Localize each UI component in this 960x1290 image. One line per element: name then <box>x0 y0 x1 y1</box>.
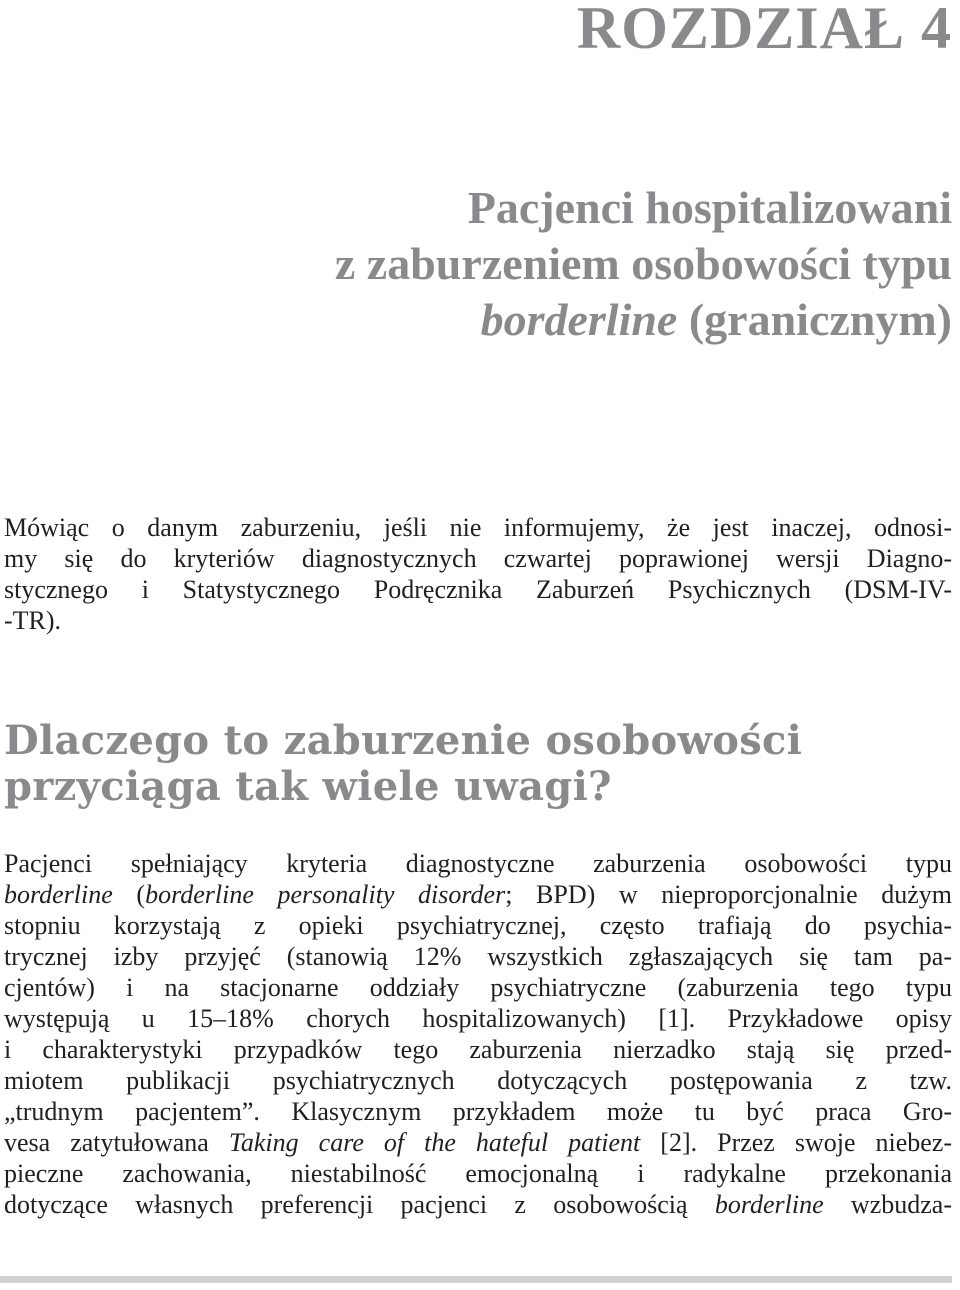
paragraph-line: i charakterystyki przypadków tego zaburzenia nierzadko stają się przed- <box>4 1035 952 1064</box>
italic-term: borderline <box>714 1190 824 1219</box>
paragraph-text: vesa zatytułowana <box>4 1128 229 1157</box>
paragraph-line <box>4 879 952 910</box>
paragraph-line <box>4 1127 952 1158</box>
paragraph-text: ; BPD) w nieproporcjonalnie dużym <box>505 880 952 909</box>
italic-term: borderline <box>4 880 113 909</box>
paragraph-line: miotem publikacji psychiatrycznych dotyczących postępowania z tzw. <box>4 1066 952 1095</box>
chapter-title-line-1: Pacjenci hospitalizowani <box>467 182 952 233</box>
intro-line: Mówiąc o danym zaburzeniu, jeśli nie informujemy, że jest inaczej, odnosi- <box>4 513 952 542</box>
section-heading-line-2: przyciąga tak wiele uwagi? <box>4 763 612 810</box>
italic-title: Taking care of the hateful patient <box>228 1128 641 1157</box>
paragraph-line: stopniu korzystają z opieki psychiatrycznej, często trafiają do psychia- <box>4 911 952 940</box>
intro-line: my się do kryteriów diagnostycznych czwartej poprawionej wersji Diagno- <box>4 544 952 573</box>
footer-rule <box>0 1276 952 1283</box>
intro-line: stycznego i Statystycznego Podręcznika Zaburzeń Psychicznych (DSM-IV- <box>4 575 952 604</box>
italic-term: borderline personality disorder <box>145 880 506 909</box>
intro-paragraph <box>4 512 952 636</box>
paragraph-text: dotyczące własnych preferencji pacjenci z osobowością <box>4 1190 715 1219</box>
paragraph-line: pieczne zachowania, niestabilność emocjonalną i radykalne przekonania <box>4 1159 952 1188</box>
paragraph-text: ( <box>112 880 146 909</box>
intro-line: -TR). <box>4 606 62 635</box>
chapter-number: ROZDZIAŁ 4 <box>576 0 952 61</box>
chapter-title-line-2: z zaburzeniem osobowości typu <box>334 238 952 289</box>
paragraph-line <box>4 1189 952 1220</box>
paragraph-text: wzbudza- <box>823 1190 952 1219</box>
chapter-title <box>335 180 952 348</box>
section-heading <box>4 718 802 810</box>
paragraph-line: występują u 15–18% chorych hospitalizowanych) [1]. Przykładowe opisy <box>4 1004 952 1033</box>
paragraph-line: Pacjenci spełniający kryteria diagnostyczne zaburzenia osobowości typu <box>4 849 952 878</box>
paragraph-line: „trudnym pacjentem”. Klasycznym przykładem może tu być praca Gro- <box>4 1097 952 1126</box>
paragraph-line: cjentów) i na stacjonarne oddziały psychiatryczne (zaburzenia tego typu <box>4 973 952 1002</box>
chapter-title-line-3 <box>335 292 952 348</box>
paragraph-text: [2]. Przez swoje niebez- <box>640 1128 953 1157</box>
body-paragraph <box>4 848 952 1220</box>
paragraph-line: trycznej izby przyjęć (stanowią 12% wszystkich zgłaszających się tam pa- <box>4 942 952 971</box>
section-heading-line-1: Dlaczego to zaburzenie osobowości <box>4 717 803 764</box>
chapter-title-italic-term: borderline <box>480 294 678 345</box>
chapter-title-line-3-rest: (granicznym) <box>677 294 952 345</box>
